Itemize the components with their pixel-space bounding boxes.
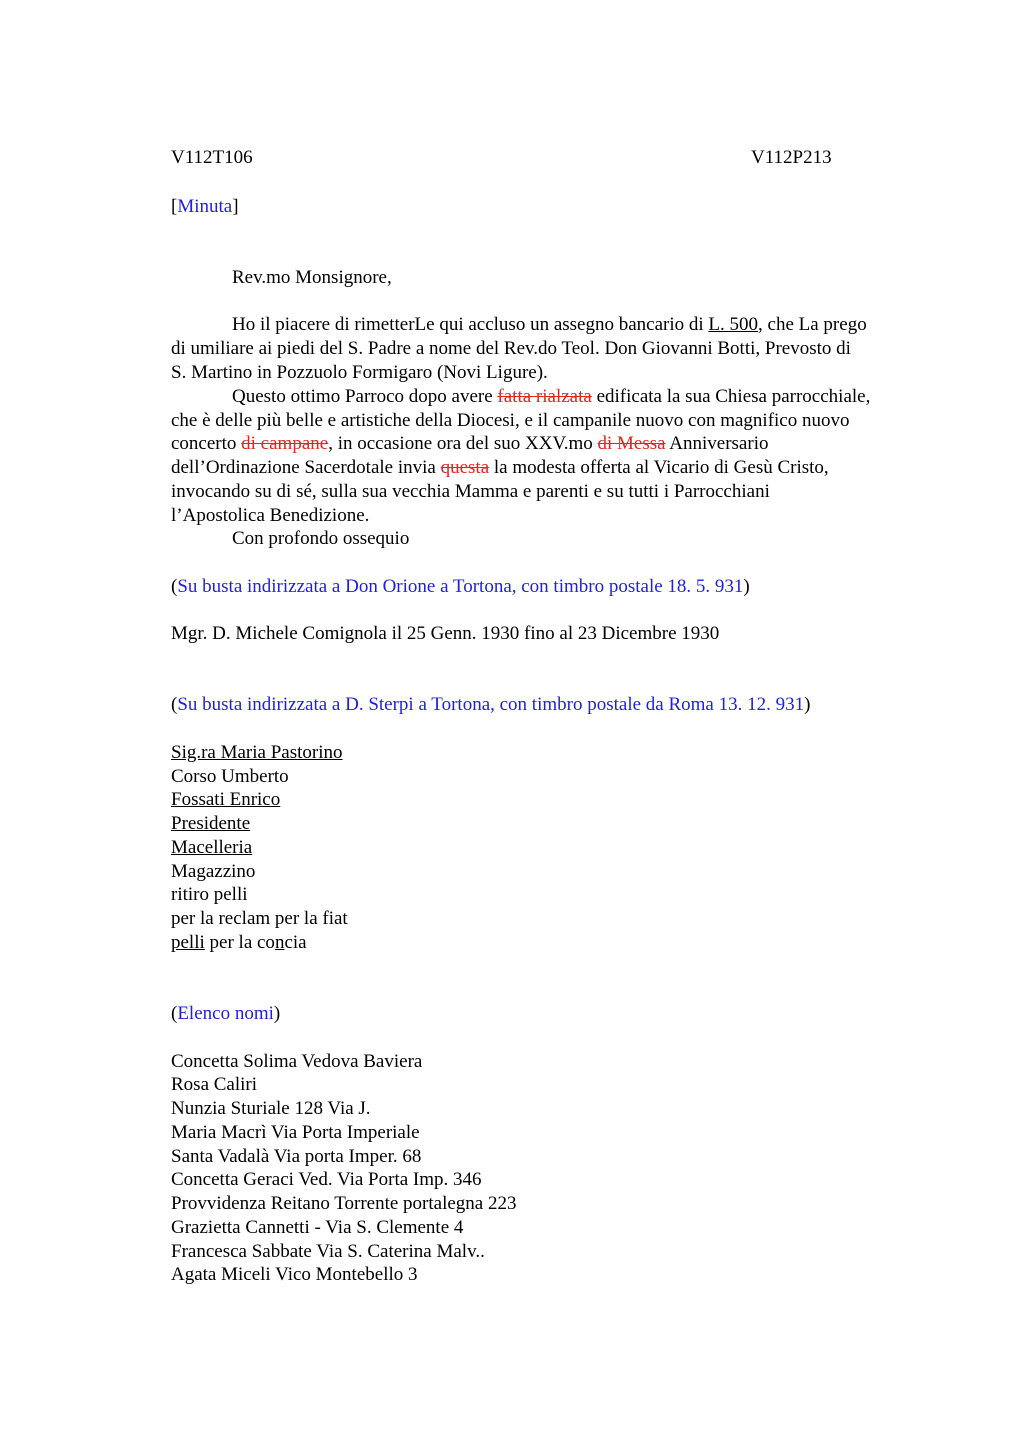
paragraph1-line1: [232, 313, 867, 337]
name-entry: Rosa Caliri: [171, 1074, 258, 1095]
draft-label: [171, 195, 239, 219]
bracket-open: [: [171, 196, 178, 217]
bracket-close: ]: [232, 196, 239, 217]
text-span: cia: [284, 932, 307, 953]
text-span: Ho il piacere di rimetterLe qui accluso un assegno bancario di: [232, 314, 709, 335]
text-span: , che La prego: [758, 314, 867, 335]
text-span: pelli: [171, 932, 205, 953]
deleted-text: fatta rialzata: [497, 386, 592, 407]
text-span: concerto: [171, 433, 242, 454]
name-entry: Nunzia Sturiale 128 Via J.: [171, 1098, 371, 1119]
envelope2-line: ritiro pelli: [171, 884, 248, 905]
text-span: edificata la sua Chiesa parrocchiale,: [591, 386, 871, 407]
envelope2-line: Magazzino: [171, 861, 256, 882]
envelope2-note: [171, 693, 810, 717]
text-span: Anniversario: [665, 433, 769, 454]
text-span: dell’Ordinazione Sacerdotale invia: [171, 457, 441, 478]
paren-open: (: [171, 694, 178, 715]
editor-note: Su busta indirizzata a D. Sterpi a Tortona, con timbro postale da Roma 13. 12. 931: [177, 694, 805, 715]
envelope2-line: Macelleria: [171, 837, 253, 858]
code-right: V112P213: [751, 147, 832, 168]
editor-note: Su busta indirizzata a Don Orione a Tortona, con timbro postale 18. 5. 931: [177, 576, 744, 597]
text-span: la modesta offerta al Vicario di Gesù Cristo,: [489, 457, 829, 478]
text-span: , in occasione ora del suo XXV.mo: [328, 433, 598, 454]
paragraph1-line2: di umiliare ai piedi del S. Padre a nome del Rev.do Teol. Don Giovanni Botti, Prevosto di: [171, 338, 851, 359]
paragraph2-line3: [171, 432, 768, 456]
text-span: per la co: [204, 932, 275, 953]
document-codes: [171, 146, 832, 170]
deleted-text: questa: [440, 457, 490, 478]
paragraph2-line1: [232, 385, 870, 409]
name-entry: Grazietta Cannetti - Via S. Clemente 4: [171, 1217, 464, 1238]
paragraph2-line2: che è delle più belle e artistiche della Diocesi, e il campanile nuovo con magnifico nuovo: [171, 410, 850, 431]
paragraph1-line3: S. Martino in Pozzuolo Formigaro (Novi Ligure).: [171, 362, 548, 383]
draft-label-text: Minuta: [177, 196, 233, 217]
envelope2-line: [171, 931, 307, 955]
deleted-text: di campane: [241, 433, 329, 454]
editor-note: Elenco nomi: [177, 1003, 274, 1024]
envelope2-line: Presidente: [171, 813, 251, 834]
envelope2-line: Corso Umberto: [171, 766, 289, 787]
deleted-text: di Messa: [597, 433, 666, 454]
paren-close: ): [743, 576, 750, 597]
name-entry: Agata Miceli Vico Montebello 3: [171, 1264, 418, 1285]
salutation: Rev.mo Monsignore,: [232, 267, 392, 288]
paragraph2-line4: [171, 456, 829, 480]
envelope2-line: Fossati Enrico: [171, 789, 281, 810]
text-span: n: [274, 932, 285, 953]
envelope1-note: [171, 575, 750, 599]
name-entry: Concetta Geraci Ved. Via Porta Imp. 346: [171, 1169, 482, 1190]
name-entry: Concetta Solima Vedova Baviera: [171, 1051, 423, 1072]
name-entry: Maria Macrì Via Porta Imperiale: [171, 1122, 420, 1143]
name-entry: Francesca Sabbate Via S. Caterina Malv..: [171, 1241, 485, 1262]
paren-open: (: [171, 1003, 178, 1024]
amount: L. 500: [708, 314, 759, 335]
paren-open: (: [171, 576, 178, 597]
name-entry: Provvidenza Reitano Torrente portalegna 223: [171, 1193, 517, 1214]
closing: Con profondo ossequio: [232, 528, 410, 549]
paren-close: ): [804, 694, 811, 715]
envelope1-text: Mgr. D. Michele Comignola il 25 Genn. 1930 fino al 23 Dicembre 1930: [171, 623, 720, 644]
name-entry: Santa Vadalà Via porta Imper. 68: [171, 1146, 422, 1167]
envelope2-line: per la reclam per la fiat: [171, 908, 348, 929]
paragraph2-line5: invocando su di sé, sulla sua vecchia Mamma e parenti e su tutti i Parrocchiani: [171, 481, 770, 502]
envelope2-line: Sig.ra Maria Pastorino: [171, 742, 343, 763]
text-span: Questo ottimo Parroco dopo avere: [232, 386, 498, 407]
paren-close: ): [273, 1003, 281, 1024]
paragraph2-line6: l’Apostolica Benedizione.: [171, 505, 370, 526]
code-left: V112T106: [171, 147, 253, 168]
names-section-note: [171, 1002, 280, 1026]
